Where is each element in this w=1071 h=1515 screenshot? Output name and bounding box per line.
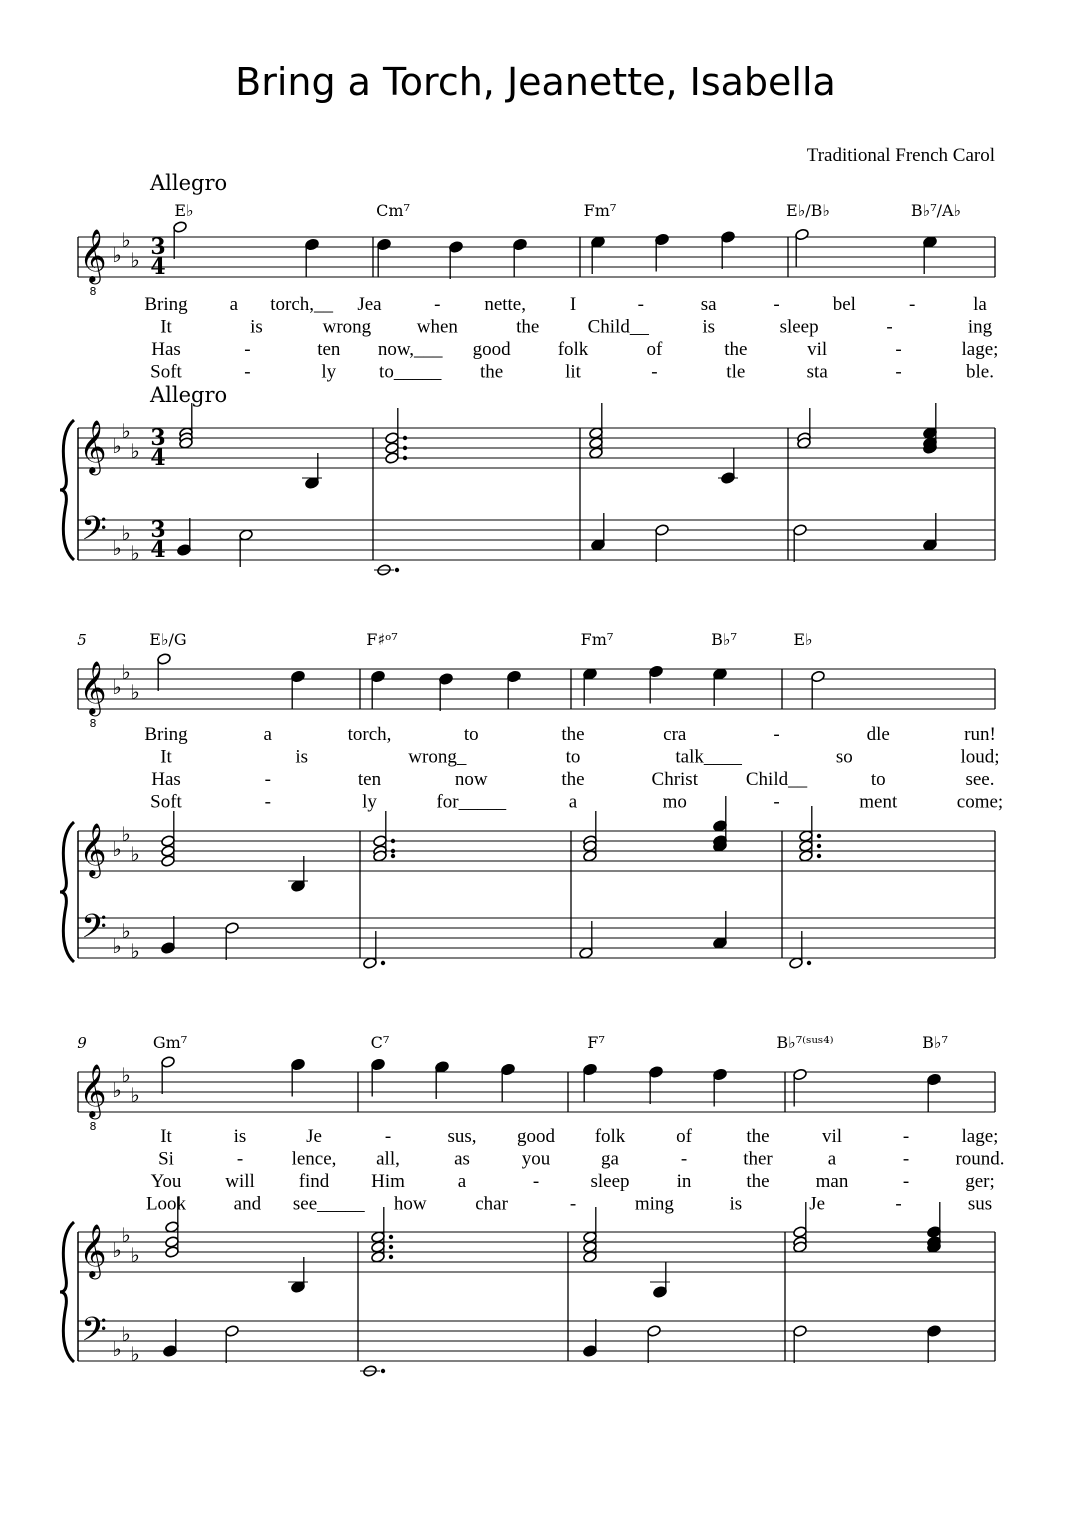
lyric-syllable: a xyxy=(229,294,239,315)
lyric-syllable: - xyxy=(637,294,644,315)
lyric-syllable: the xyxy=(561,724,585,745)
chord-symbol: B♭⁷ xyxy=(922,1033,948,1052)
lyric-syllable: - xyxy=(264,769,271,790)
tempo-marking: Allegro xyxy=(150,171,228,195)
bass-notehead xyxy=(923,539,938,552)
lyric-syllable: Has xyxy=(151,769,181,790)
lyric-syllable: wrong_ xyxy=(408,746,467,768)
lyric-syllable: see_____ xyxy=(292,1193,365,1215)
lyric-syllable: cra xyxy=(663,724,687,745)
lyric-syllable: - xyxy=(902,1171,910,1192)
flat-icon: ♭ xyxy=(121,919,131,943)
notehead xyxy=(435,1061,450,1074)
chord-notehead xyxy=(923,427,938,440)
bass-notehead xyxy=(239,529,254,542)
chord-notehead xyxy=(583,1251,598,1264)
chord-symbol: Fm⁷ xyxy=(580,630,614,649)
chord-notehead xyxy=(583,850,598,863)
flat-icon: ♭ xyxy=(112,536,122,560)
lyric-syllable: I xyxy=(569,294,577,315)
flat-icon: ♭ xyxy=(112,934,122,958)
lyric-syllable: - xyxy=(902,1148,910,1170)
chord-symbol: E♭ xyxy=(793,630,813,649)
lyric-syllable: Bring xyxy=(144,724,188,745)
lyric-syllable: torch,__ xyxy=(270,294,334,315)
flat-icon: ♭ xyxy=(112,434,122,458)
notehead xyxy=(927,1073,942,1086)
piano-brace xyxy=(60,1222,74,1362)
lyric-syllable: bel xyxy=(832,294,856,315)
lyric-syllable: - xyxy=(236,1148,244,1170)
treble-clef-icon: 𝄞 xyxy=(79,660,107,714)
chord-notehead xyxy=(927,1226,942,1239)
treble-clef-icon: 𝄞 xyxy=(79,1223,107,1277)
lyric-syllable: a xyxy=(827,1148,837,1170)
augmentation-dot xyxy=(391,839,395,843)
lyric-syllable: man xyxy=(815,1171,849,1192)
lyric-syllable: when xyxy=(416,316,458,338)
augmentation-dot xyxy=(817,854,821,858)
augmentation-dot xyxy=(391,849,395,853)
lyric-syllable: sa xyxy=(700,294,717,315)
lyric-syllable: and xyxy=(233,1193,262,1215)
lyric-syllable: the xyxy=(746,1126,770,1147)
lyric-syllable: wrong xyxy=(322,316,372,338)
flat-icon: ♭ xyxy=(112,675,122,699)
lyric-syllable: ger; xyxy=(965,1171,995,1192)
augmentation-dot xyxy=(817,844,821,848)
flat-icon: ♭ xyxy=(112,243,122,267)
lyric-syllable: tle xyxy=(726,361,746,383)
augmentation-dot xyxy=(391,854,395,858)
lyric-syllable: sleep xyxy=(590,1171,630,1192)
flat-icon: ♭ xyxy=(121,1322,131,1346)
lyric-syllable: - xyxy=(909,294,916,315)
notehead xyxy=(583,668,598,681)
lyric-syllable: talk____ xyxy=(675,746,742,768)
measure-number: 9 xyxy=(77,1034,87,1052)
chord-symbol: Fm⁷ xyxy=(583,201,617,220)
chord-notehead xyxy=(385,432,400,445)
lyric-syllable: ly xyxy=(321,361,337,383)
piano-brace xyxy=(60,822,74,962)
lyric-syllable: come; xyxy=(956,791,1004,813)
lyric-syllable: - xyxy=(773,724,780,745)
lyric-syllable: of xyxy=(646,339,663,360)
composer-credit: Traditional French Carol xyxy=(806,145,995,166)
flat-icon: ♭ xyxy=(112,1337,122,1361)
lyric-syllable: Look xyxy=(145,1193,187,1215)
lyric-syllable: to xyxy=(565,746,581,768)
lyric-syllable: mo xyxy=(662,791,687,813)
time-signature-denominator: 4 xyxy=(150,537,166,563)
augmentation-dot xyxy=(389,1235,393,1239)
lyric-syllable: the xyxy=(516,316,540,338)
chord-notehead xyxy=(161,835,176,848)
augmentation-dot xyxy=(389,1255,393,1259)
flat-icon: ♭ xyxy=(130,680,140,704)
lyric-syllable: lage; xyxy=(961,339,999,360)
flat-icon: ♭ xyxy=(130,248,140,272)
bass-notehead xyxy=(225,1325,240,1338)
lyric-syllable: Je xyxy=(809,1193,826,1215)
chord-notehead xyxy=(165,1221,180,1234)
chord-notehead xyxy=(291,880,306,893)
lyric-syllable: the xyxy=(724,339,748,360)
lyric-syllable: ly xyxy=(362,791,377,813)
chord-notehead xyxy=(799,830,814,843)
lyric-syllable: ble. xyxy=(966,361,994,383)
bass-notehead xyxy=(647,1325,662,1338)
notehead xyxy=(449,241,464,254)
notehead xyxy=(161,1056,176,1069)
lyric-syllable: - xyxy=(773,791,780,813)
flat-icon: ♭ xyxy=(130,939,140,963)
flat-icon: ♭ xyxy=(112,837,122,861)
notehead xyxy=(811,670,826,683)
notehead xyxy=(291,1058,306,1071)
augmentation-dot xyxy=(403,446,407,450)
flat-icon: ♭ xyxy=(130,1083,140,1107)
lyric-syllable: - xyxy=(434,294,441,315)
octave-marking: 8 xyxy=(89,1120,97,1133)
chord-notehead xyxy=(385,452,400,465)
notehead xyxy=(377,238,392,251)
chord-symbol: E♭ xyxy=(174,201,194,220)
lyric-syllable: la xyxy=(973,294,987,315)
flat-icon: ♭ xyxy=(121,660,131,684)
lyric-syllable: - xyxy=(244,339,251,360)
lyric-syllable: sleep xyxy=(779,316,819,338)
lyric-syllable: It xyxy=(160,1126,172,1147)
notehead xyxy=(721,231,736,244)
lyric-syllable: Child__ xyxy=(745,769,808,790)
chord-notehead xyxy=(373,835,388,848)
augmentation-dot xyxy=(381,961,385,965)
lyric-syllable: - xyxy=(264,791,271,813)
lyric-syllable: lit xyxy=(565,361,581,383)
augmentation-dot xyxy=(389,1245,393,1249)
chord-symbol: Cm⁷ xyxy=(376,201,410,220)
notehead xyxy=(713,1068,728,1081)
notehead xyxy=(291,670,306,683)
treble-clef-icon: 𝄞 xyxy=(79,419,107,473)
notehead xyxy=(713,668,728,681)
time-signature-numerator: 3 xyxy=(150,517,166,543)
augmentation-dot xyxy=(817,834,821,838)
bass-notehead xyxy=(793,1325,808,1338)
lyric-syllable: ten xyxy=(357,769,382,790)
lyric-syllable: is xyxy=(233,1126,247,1147)
chord-notehead xyxy=(165,1236,180,1249)
lyric-syllable: - xyxy=(651,361,658,383)
lyric-syllable: is xyxy=(729,1193,743,1215)
flat-icon: ♭ xyxy=(121,228,131,252)
lyric-syllable: - xyxy=(532,1171,540,1192)
chord-notehead xyxy=(385,442,400,455)
lyric-syllable: a xyxy=(263,724,272,745)
lyric-syllable: lage; xyxy=(961,1126,999,1147)
chord-notehead xyxy=(589,437,604,450)
flat-icon: ♭ xyxy=(130,541,140,565)
notehead xyxy=(649,665,664,678)
lyric-syllable: ten xyxy=(317,339,341,360)
treble-clef-icon: 𝄞 xyxy=(79,822,107,876)
lyric-syllable: good xyxy=(517,1126,555,1147)
lyric-syllable: - xyxy=(569,1193,577,1215)
lyric-syllable: will xyxy=(225,1171,255,1192)
flat-icon: ♭ xyxy=(112,1238,122,1262)
chord-notehead xyxy=(583,1231,598,1244)
notehead xyxy=(591,236,606,249)
treble-clef-icon: 𝄞 xyxy=(79,228,107,282)
notehead xyxy=(649,1066,664,1079)
lyric-syllable: to_____ xyxy=(379,361,442,383)
lyric-syllable: nette, xyxy=(484,294,527,315)
lyric-syllable: - xyxy=(680,1148,688,1170)
augmentation-dot xyxy=(381,1369,385,1373)
bass-notehead xyxy=(655,524,670,537)
chord-symbol: E♭/G xyxy=(149,630,187,649)
lyric-syllable: run! xyxy=(964,724,996,745)
lyric-syllable: folk xyxy=(594,1126,626,1147)
octave-marking: 8 xyxy=(89,717,97,730)
notehead xyxy=(507,670,522,683)
lyric-syllable: - xyxy=(902,1126,910,1147)
lyric-syllable: dle xyxy=(866,724,890,745)
chord-notehead xyxy=(799,840,814,853)
lyric-syllable: the xyxy=(746,1171,770,1192)
chord-symbol: B♭⁷ xyxy=(711,630,737,649)
notehead xyxy=(655,233,670,246)
lyric-syllable: vil xyxy=(807,339,828,360)
lyric-syllable: how xyxy=(393,1193,427,1215)
notehead xyxy=(371,670,386,683)
notehead xyxy=(371,1058,386,1071)
measure-number: 5 xyxy=(77,631,87,649)
chord-notehead xyxy=(589,427,604,440)
lyric-syllable: see. xyxy=(965,769,995,790)
lyric-syllable: now,___ xyxy=(377,339,443,360)
flat-icon: ♭ xyxy=(121,1223,131,1247)
time-signature-denominator: 4 xyxy=(150,445,166,471)
lyric-syllable: - xyxy=(895,1193,902,1215)
bass-notehead xyxy=(363,957,378,970)
lyric-syllable: sta xyxy=(806,361,828,383)
bass-clef-icon: 𝄢 xyxy=(81,510,107,556)
chord-symbol: Gm⁷ xyxy=(152,1033,188,1052)
flat-icon: ♭ xyxy=(121,1063,131,1087)
bass-clef-icon: 𝄢 xyxy=(81,1311,107,1357)
chord-symbol: C⁷ xyxy=(370,1033,390,1052)
chord-notehead xyxy=(653,1286,668,1299)
flat-icon: ♭ xyxy=(130,842,140,866)
lyric-syllable: Si xyxy=(158,1148,174,1170)
bass-notehead xyxy=(789,957,804,970)
piano-tempo-marking: Allegro xyxy=(150,383,228,407)
lyric-syllable: in xyxy=(676,1171,692,1192)
time-signature-numerator: 3 xyxy=(150,234,166,260)
lyric-syllable: so xyxy=(835,746,853,768)
lyric-syllable: to xyxy=(463,724,479,745)
lyric-syllable: is xyxy=(250,316,263,338)
chord-symbol: B♭⁷/A♭ xyxy=(910,201,962,220)
lyric-syllable: ing xyxy=(967,316,993,338)
lyric-syllable: a xyxy=(568,791,578,813)
chord-symbol: F⁷ xyxy=(587,1033,605,1052)
lyric-syllable: ming xyxy=(634,1193,674,1215)
lyric-syllable: now xyxy=(454,769,488,790)
notehead xyxy=(157,653,172,666)
bass-notehead xyxy=(163,1345,178,1358)
notehead xyxy=(439,673,454,686)
lyric-syllable: Je xyxy=(306,1126,322,1147)
piano-brace xyxy=(60,420,74,560)
page-title: Bring a Torch, Jeanette, Isabella xyxy=(235,60,836,104)
lyric-syllable: the xyxy=(561,769,585,790)
lyric-syllable: of xyxy=(676,1126,692,1147)
lyric-syllable: round. xyxy=(955,1148,1005,1170)
lyric-syllable: You xyxy=(150,1171,182,1192)
lyric-syllable: Him xyxy=(371,1171,405,1192)
chord-notehead xyxy=(161,845,176,858)
chord-notehead xyxy=(371,1241,386,1254)
lyric-syllable: Soft xyxy=(150,361,182,383)
bass-notehead xyxy=(225,922,240,935)
chord-notehead xyxy=(793,1226,808,1239)
lyric-syllable: the xyxy=(479,361,504,383)
time-signature-denominator: 4 xyxy=(150,254,166,280)
lyric-syllable: It xyxy=(160,746,172,768)
octave-marking: 8 xyxy=(89,285,97,298)
bass-notehead xyxy=(579,947,594,960)
notehead xyxy=(583,1063,598,1076)
bass-notehead xyxy=(713,937,728,950)
lyric-syllable: Child__ xyxy=(587,316,649,338)
lyric-syllable: Jea xyxy=(357,294,382,315)
flat-icon: ♭ xyxy=(121,822,131,846)
chord-notehead xyxy=(583,1241,598,1254)
lyric-syllable: is xyxy=(295,746,309,768)
lyric-syllable: a xyxy=(457,1171,467,1192)
augmentation-dot xyxy=(395,568,399,572)
lyric-syllable: for_____ xyxy=(436,791,507,813)
chord-notehead xyxy=(305,477,320,490)
lyric-syllable: - xyxy=(886,316,893,338)
notehead xyxy=(305,238,320,251)
chord-notehead xyxy=(713,820,728,833)
notehead xyxy=(173,221,188,234)
chord-notehead xyxy=(371,1231,386,1244)
lyric-syllable: good xyxy=(472,339,511,360)
lyric-syllable: loud; xyxy=(960,746,1000,768)
lyric-syllable: ment xyxy=(859,791,898,813)
bass-notehead xyxy=(583,1345,598,1358)
bass-notehead xyxy=(927,1325,942,1338)
chord-notehead xyxy=(161,855,176,868)
lyric-syllable: Has xyxy=(151,339,181,360)
lyric-syllable: - xyxy=(895,339,902,360)
lyric-syllable: Christ xyxy=(651,769,698,790)
bass-notehead xyxy=(161,942,176,955)
lyric-syllable: vil xyxy=(821,1126,843,1147)
flat-icon: ♭ xyxy=(130,1243,140,1267)
flat-icon: ♭ xyxy=(121,419,131,443)
bass-notehead xyxy=(591,539,606,552)
chord-notehead xyxy=(165,1246,180,1259)
lyric-syllable: Bring xyxy=(144,294,188,315)
lyric-syllable: ther xyxy=(743,1148,773,1170)
notehead xyxy=(501,1063,516,1076)
notehead xyxy=(793,1068,808,1081)
lyric-syllable: you xyxy=(521,1148,551,1170)
chord-symbol: E♭/B♭ xyxy=(786,201,830,220)
notehead xyxy=(923,236,938,249)
lyric-syllable: ga xyxy=(601,1148,619,1170)
lyric-syllable: It xyxy=(160,316,172,338)
lyric-syllable: all, xyxy=(376,1148,400,1170)
flat-icon: ♭ xyxy=(121,521,131,545)
chord-symbol: B♭⁷⁽ˢᵘˢ⁴⁾ xyxy=(776,1033,834,1052)
augmentation-dot xyxy=(403,456,407,460)
lyric-syllable: - xyxy=(895,361,902,383)
notehead xyxy=(513,238,528,251)
lyric-syllable: is xyxy=(702,316,716,338)
bass-notehead xyxy=(793,524,808,537)
chord-notehead xyxy=(371,1251,386,1264)
flat-icon: ♭ xyxy=(130,439,140,463)
lyric-syllable: folk xyxy=(557,339,589,360)
chord-symbol: F♯ᵒ⁷ xyxy=(366,630,398,649)
chord-notehead xyxy=(291,1281,306,1294)
augmentation-dot xyxy=(807,961,811,965)
lyric-syllable: sus xyxy=(967,1193,993,1215)
chord-notehead xyxy=(589,447,604,460)
bass-clef-icon: 𝄢 xyxy=(81,908,107,954)
lyric-syllable: lence, xyxy=(291,1148,337,1170)
chord-notehead xyxy=(799,850,814,863)
lyric-syllable: Soft xyxy=(150,791,182,813)
lyric-syllable: - xyxy=(773,294,780,315)
augmentation-dot xyxy=(403,436,407,440)
notehead xyxy=(795,228,810,241)
lyric-syllable: to xyxy=(870,769,886,790)
lyric-syllable: sus, xyxy=(447,1126,477,1147)
bass-notehead xyxy=(177,544,192,557)
lyric-syllable: as xyxy=(454,1148,470,1170)
lyric-syllable: - xyxy=(244,361,251,383)
lyric-syllable: char xyxy=(475,1193,508,1215)
time-signature-numerator: 3 xyxy=(150,425,166,451)
flat-icon: ♭ xyxy=(112,1078,122,1102)
treble-clef-icon: 𝄞 xyxy=(79,1063,107,1117)
flat-icon: ♭ xyxy=(130,1342,140,1366)
lyric-syllable: - xyxy=(384,1126,392,1147)
lyric-syllable: torch, xyxy=(347,724,392,745)
lyric-syllable: find xyxy=(298,1171,330,1192)
